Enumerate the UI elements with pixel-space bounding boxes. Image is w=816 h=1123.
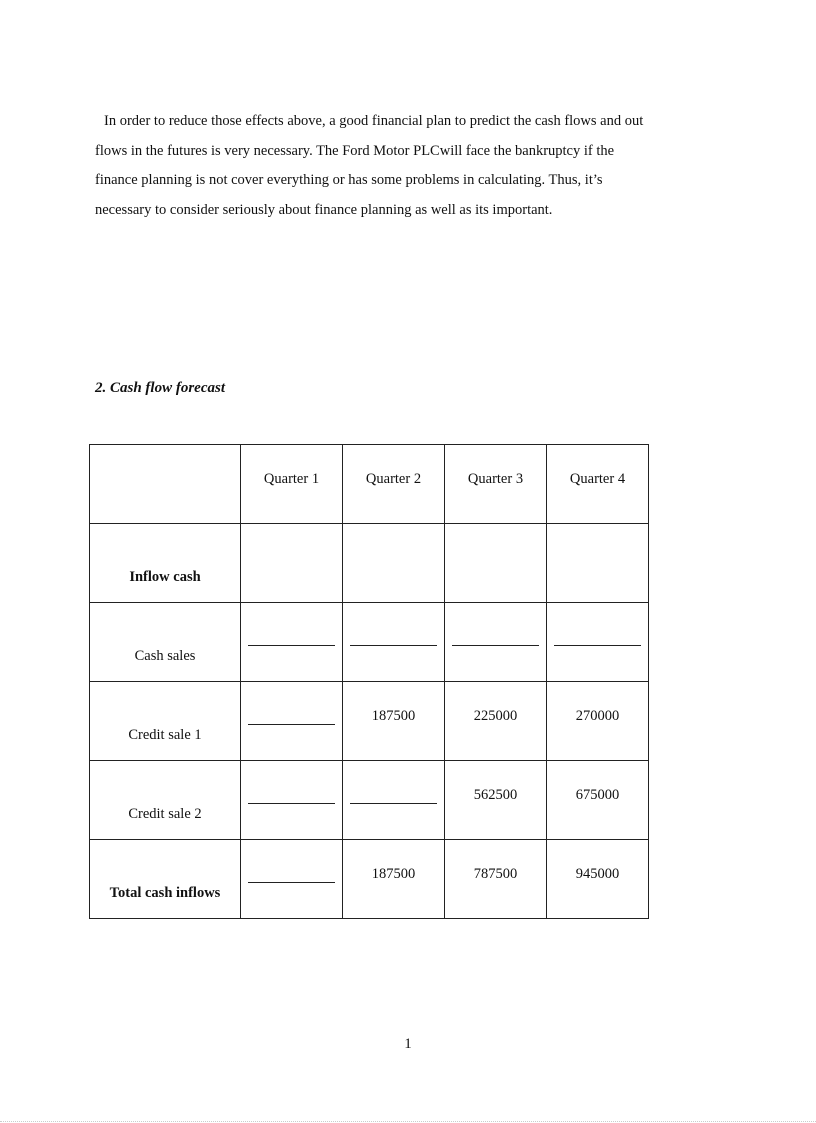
- table-cell: [547, 761, 649, 840]
- paragraph-line: flows in the futures is very necessary. The Ford Motor PLCwill face the bankruptcy if the: [95, 142, 615, 159]
- cell-value: 945000: [575, 866, 620, 882]
- row-label: Cash sales: [134, 648, 196, 664]
- cell-value: 270000: [575, 708, 620, 724]
- body-paragraph: [95, 107, 715, 225]
- header-cell-quarter-4: Quarter 4: [547, 445, 649, 524]
- cell-value: 187500: [371, 866, 416, 882]
- table-row: [90, 840, 649, 919]
- row-label: Credit sale 2: [128, 806, 202, 822]
- blank-line: [248, 803, 335, 804]
- cell-value: 787500: [473, 866, 518, 882]
- table-cell: [547, 840, 649, 919]
- table-cell: [445, 682, 547, 761]
- table-cell: [547, 603, 649, 682]
- cell-value: 187500: [371, 708, 416, 724]
- table-cell: [547, 524, 649, 603]
- paragraph-line: finance planning is not cover everything or has some problems in calculating. Thus, it’s: [95, 172, 603, 188]
- blank-line: [350, 803, 437, 804]
- row-label-cell: [90, 761, 241, 840]
- table-cell: [241, 524, 343, 603]
- table-cell: [547, 682, 649, 761]
- header-cell-quarter-1: Quarter 1: [241, 445, 343, 524]
- table-cell: [343, 524, 445, 603]
- cash-flow-table: [89, 444, 649, 919]
- page-number: 1: [404, 1036, 412, 1052]
- table-row: [90, 524, 649, 603]
- cell-value: 562500: [473, 787, 518, 803]
- table-row: [90, 682, 649, 761]
- blank-line: [248, 645, 335, 646]
- table-cell: [445, 603, 547, 682]
- table-cell: [241, 603, 343, 682]
- header-cell-quarter-2: Quarter 2: [343, 445, 445, 524]
- table-cell: [445, 524, 547, 603]
- page-footer-divider: [0, 1121, 816, 1122]
- cell-value: 675000: [575, 787, 620, 803]
- table-cell: [241, 682, 343, 761]
- blank-line: [350, 645, 437, 646]
- paragraph-line: necessary to consider seriously about finance planning as well as its important.: [95, 201, 553, 218]
- header-cell-quarter-3: Quarter 3: [445, 445, 547, 524]
- table-cell: [445, 761, 547, 840]
- table-row: [90, 603, 649, 682]
- table-cell: [445, 840, 547, 919]
- row-label-cell: [90, 524, 241, 603]
- table-cell: [343, 840, 445, 919]
- row-label-cell: [90, 840, 241, 919]
- table-header-row: [90, 445, 649, 524]
- table-cell: [241, 840, 343, 919]
- paragraph-line: In order to reduce those effects above, a good financial plan to predict the cash flows and out: [104, 113, 644, 129]
- table-cell: [241, 761, 343, 840]
- row-label: Total cash inflows: [109, 885, 221, 901]
- blank-line: [554, 645, 641, 646]
- blank-line: [452, 645, 539, 646]
- row-label: Credit sale 1: [128, 727, 202, 743]
- header-cell-empty: [90, 445, 241, 524]
- section-heading: 2. Cash flow forecast: [95, 380, 226, 396]
- table-cell: [343, 761, 445, 840]
- table-row: [90, 761, 649, 840]
- table-cell: [343, 682, 445, 761]
- blank-line: [248, 724, 335, 725]
- row-label-cell: [90, 682, 241, 761]
- table-cell: [343, 603, 445, 682]
- blank-line: [248, 882, 335, 883]
- cell-value: 225000: [473, 708, 518, 724]
- row-label: Inflow cash: [129, 569, 201, 585]
- row-label-cell: [90, 603, 241, 682]
